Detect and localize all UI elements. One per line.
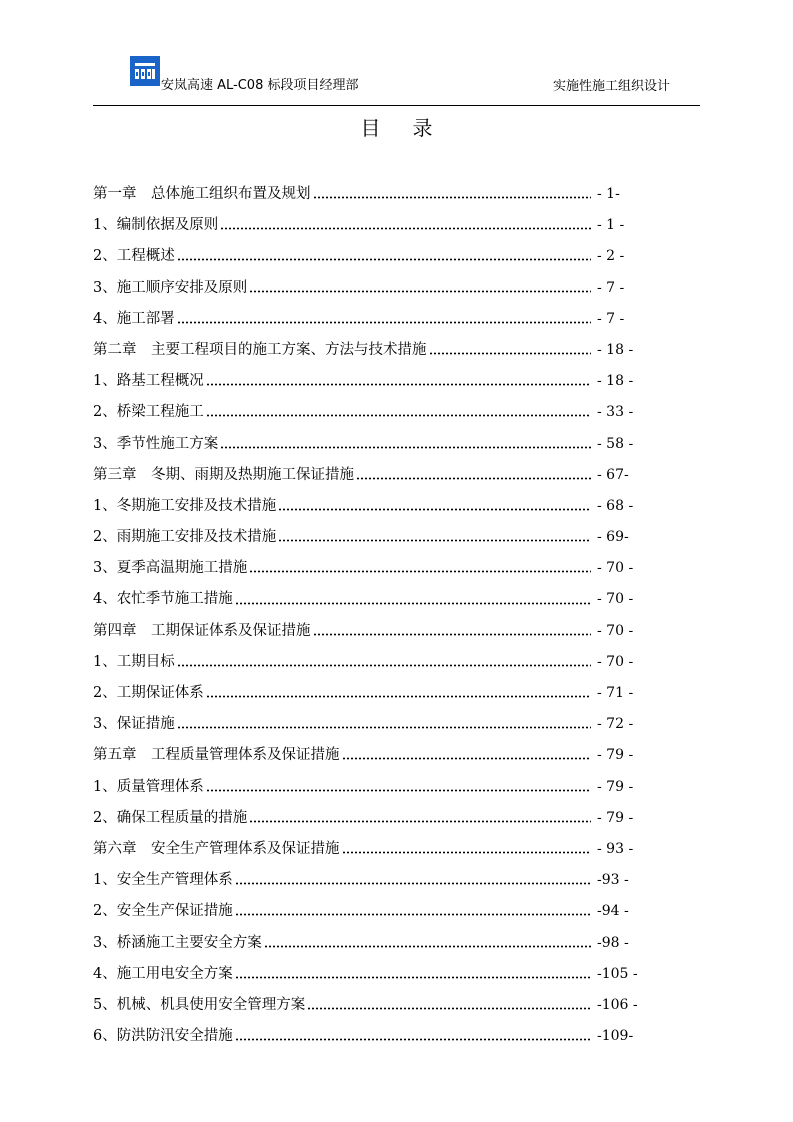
toc-entry-label: 1、路基工程概况 [93, 373, 204, 390]
toc-entry[interactable] [93, 210, 653, 241]
toc-dot-leader [235, 913, 591, 916]
toc-entry-page: -94 - [597, 903, 629, 920]
toc-dot-leader [313, 196, 592, 199]
toc-entry[interactable] [93, 959, 653, 990]
toc-entry-page: -105 - [597, 965, 638, 982]
toc-entry-page: -93 - [597, 872, 629, 889]
toc-entry-label: 5、机械、机具使用安全管理方案 [93, 996, 306, 1013]
toc-entry-page: - 79 - [597, 747, 634, 764]
toc-entry[interactable] [93, 397, 653, 428]
toc-dot-leader [206, 383, 591, 386]
toc-entry-label: 2、工程概述 [93, 248, 175, 265]
toc-entry[interactable] [93, 740, 653, 771]
toc-dot-leader [220, 227, 591, 230]
toc-entry[interactable] [93, 304, 653, 335]
header-document-type: 实施性施工组织设计 [553, 79, 671, 94]
logo-mark-icon [133, 59, 157, 83]
toc-entry-page: - 70 - [597, 653, 634, 670]
toc-entry[interactable] [93, 491, 653, 522]
toc-entry-page: - 18 - [597, 373, 634, 390]
toc-entry-page: - 58 - [597, 435, 634, 452]
toc-entry[interactable] [93, 366, 653, 397]
toc-entry-page: - 33 - [597, 404, 634, 421]
toc-entry[interactable] [93, 241, 653, 272]
toc-dot-leader [342, 757, 592, 760]
toc-dot-leader [177, 664, 591, 667]
toc-entry-label: 第一章 总体施工组织布置及规划 [93, 186, 311, 202]
table-of-contents [93, 179, 653, 1052]
toc-entry-label: 2、确保工程质量的措施 [93, 809, 248, 826]
company-logo-icon [130, 56, 160, 86]
toc-dot-leader [235, 976, 591, 979]
toc-entry-page: - 2 - [597, 248, 625, 265]
toc-entry-label: 6、防洪防汛安全措施 [93, 1028, 233, 1045]
toc-entry-label: 2、桥梁工程施工 [93, 404, 204, 421]
toc-entry[interactable] [93, 647, 653, 678]
toc-dot-leader [278, 508, 591, 511]
toc-dot-leader [206, 695, 591, 698]
toc-entry-label: 1、编制依据及原则 [93, 217, 219, 234]
toc-entry-label: 2、雨期施工安排及技术措施 [93, 529, 277, 546]
toc-dot-leader [249, 820, 591, 823]
toc-entry-label: 第四章 工期保证体系及保证措施 [93, 622, 311, 639]
toc-entry-page: - 67- [597, 466, 629, 483]
toc-entry-page: - 68 - [597, 497, 634, 514]
toc-entry-label: 3、桥涵施工主要安全方案 [93, 934, 262, 951]
toc-entry[interactable] [93, 834, 653, 865]
toc-entry-page: -109- [597, 1028, 634, 1045]
toc-entry-label: 4、施工部署 [93, 310, 175, 327]
toc-entry-label: 2、安全生产保证措施 [93, 903, 233, 920]
toc-entry-label: 第二章 主要工程项目的施工方案、方法与技术措施 [93, 341, 427, 358]
page-title: 目录 [360, 116, 465, 140]
toc-dot-leader [206, 789, 591, 792]
toc-entry-label: 2、工期保证体系 [93, 685, 204, 701]
toc-entry-label: 第三章 冬期、雨期及热期施工保证措施 [93, 466, 354, 483]
toc-entry-page: - 1 - [597, 217, 625, 234]
toc-entry[interactable] [93, 429, 653, 460]
toc-dot-leader [249, 290, 591, 293]
toc-entry[interactable] [93, 460, 653, 491]
toc-dot-leader [264, 945, 591, 948]
toc-entry[interactable] [93, 896, 653, 927]
header-project-name: 安岚高速 AL-C08 标段项目经理部 [161, 78, 359, 93]
toc-entry-page: - 18 - [597, 341, 634, 358]
toc-entry-label: 第五章 工程质量管理体系及保证措施 [93, 747, 340, 764]
toc-entry[interactable] [93, 584, 653, 615]
toc-entry-label: 4、农忙季节施工措施 [93, 591, 233, 608]
toc-entry-label: 1、质量管理体系 [93, 778, 204, 795]
toc-entry[interactable] [93, 928, 653, 959]
toc-entry-page: - 7 - [597, 310, 625, 327]
toc-entry-label: 1、安全生产管理体系 [93, 872, 233, 889]
toc-dot-leader [235, 882, 591, 885]
toc-dot-leader [206, 414, 591, 417]
toc-entry[interactable] [93, 616, 653, 647]
toc-dot-leader [307, 1007, 591, 1010]
toc-entry[interactable] [93, 678, 653, 709]
toc-entry-label: 3、夏季高温期施工措施 [93, 560, 248, 577]
toc-entry-page: - 70 - [597, 560, 634, 577]
toc-entry[interactable] [93, 522, 653, 553]
toc-dot-leader [177, 258, 591, 261]
toc-entry[interactable] [93, 772, 653, 803]
toc-dot-leader [235, 1038, 591, 1041]
toc-entry-page: - 70 - [597, 591, 634, 608]
toc-entry-page: - 69- [597, 529, 629, 546]
page-header [0, 0, 793, 108]
toc-entry-label: 第六章 安全生产管理体系及保证措施 [93, 840, 340, 857]
toc-entry[interactable] [93, 273, 653, 304]
toc-entry-page: - 79 - [597, 778, 634, 795]
toc-entry-page: - 70 - [597, 622, 634, 639]
toc-entry-label: 1、工期目标 [93, 653, 175, 670]
toc-dot-leader [342, 851, 592, 854]
toc-dot-leader [249, 570, 591, 573]
toc-dot-leader [278, 539, 591, 542]
toc-entry-label: 3、施工顺序安排及原则 [93, 279, 248, 296]
toc-entry[interactable] [93, 1021, 653, 1052]
toc-dot-leader [177, 321, 591, 324]
toc-entry-page: -98 - [597, 934, 629, 951]
toc-entry-page: - 1- [597, 186, 620, 202]
toc-entry-label: 1、冬期施工安排及技术措施 [93, 497, 277, 514]
toc-entry-page: - 72 - [597, 716, 634, 733]
toc-entry[interactable] [93, 803, 653, 834]
toc-entry[interactable] [93, 179, 653, 210]
toc-entry-page: - 93 - [597, 840, 634, 857]
toc-entry-page: -106 - [597, 996, 638, 1013]
toc-dot-leader [356, 477, 591, 480]
toc-entry[interactable] [93, 709, 653, 740]
header-divider [93, 105, 700, 106]
toc-entry-page: - 7 - [597, 279, 625, 296]
toc-dot-leader [235, 602, 591, 605]
toc-dot-leader [220, 446, 591, 449]
toc-entry[interactable] [93, 335, 653, 366]
toc-entry[interactable] [93, 865, 653, 896]
toc-entry[interactable] [93, 553, 653, 584]
toc-entry-label: 4、施工用电安全方案 [93, 965, 233, 982]
toc-entry-page: - 79 - [597, 809, 634, 826]
toc-entry-page: - 71 - [597, 685, 634, 701]
toc-entry-label: 3、保证措施 [93, 716, 175, 733]
toc-dot-leader [429, 352, 592, 355]
toc-entry-label: 3、季节性施工方案 [93, 435, 219, 452]
toc-entry[interactable] [93, 990, 653, 1021]
toc-dot-leader [313, 633, 592, 636]
toc-dot-leader [177, 726, 591, 729]
